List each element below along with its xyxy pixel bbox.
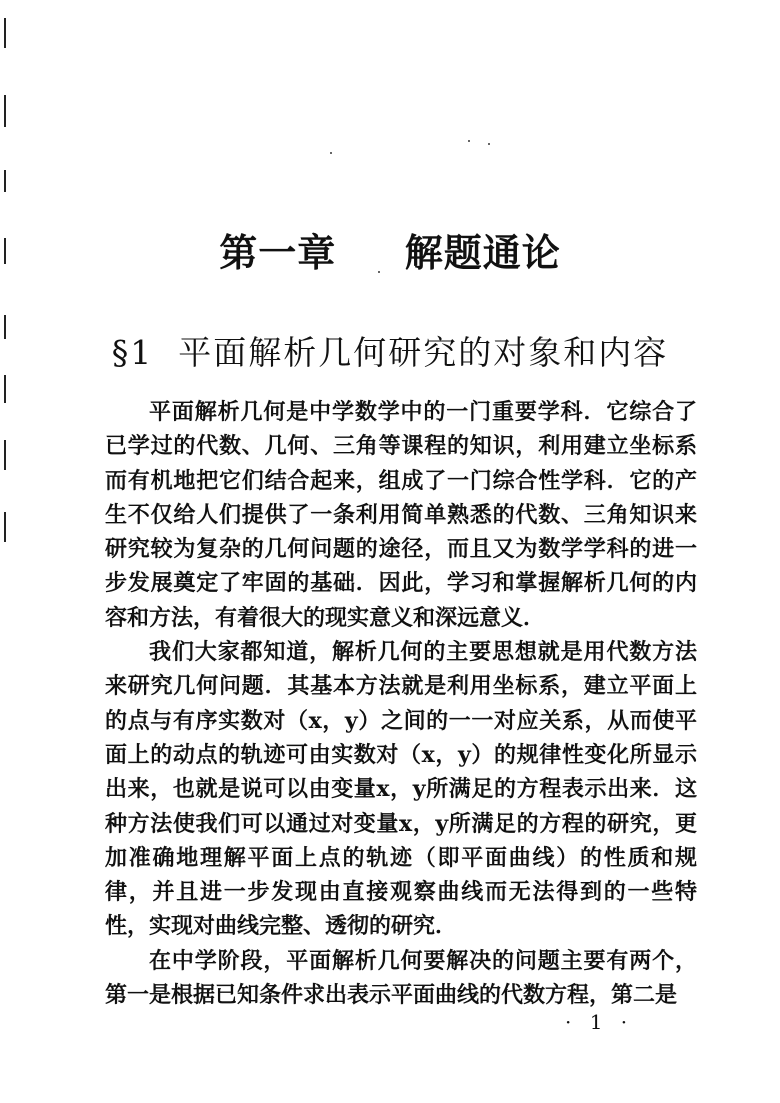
binding-mark	[4, 512, 6, 542]
binding-mark	[4, 375, 6, 403]
page-number: · 1 ·	[565, 1010, 634, 1034]
paragraph: 我们大家都知道，解析几何的主要思想就是用代数方法来研究几何问题．其基本方法就是利用坐标系，建立平面上的点与有序实数对（x，y）之间的一一对应关系，从而使平面上的动点的轨迹可由实数对（x，y）的规律性变化所显示出来，也就是说可以由变量x，y所满足的方程表示出来．这种方法使我们可以通过对变量x，y所满足的方程的研究，更加准确地理解平面上点的轨迹（即平面曲线）的性质和规律，并且进一步发现由直接观察曲线而无法得到的一些特性，实现对曲线完整、透彻的研究．	[105, 639, 697, 940]
scan-speck	[468, 140, 470, 142]
binding-mark	[4, 95, 6, 127]
paragraph: 在中学阶段，平面解析几何要解决的问题主要有两个，第一是根据已知条件求出表示平面曲线的代数方程，第二是	[105, 947, 697, 1009]
section-title: §1 平面解析几何研究的对象和内容	[111, 333, 669, 372]
scan-speck	[488, 143, 490, 145]
paragraph: 平面解析几何是中学数学中的一门重要学科．它综合了已学过的代数、几何、三角等课程的知识，利用建立坐标系而有机地把它们结合起来，组成了一门综合性学科．它的产生不仅给人们提供了一条利用简单熟悉的代数、三角知识来研究较为复杂的几何问题的途径，而且又为数学学科的进一步发展奠定了牢固的基础．因此，学习和掌握解析几何的内容和方法，有着很大的现实意义和深远意义．	[105, 399, 697, 631]
binding-mark	[4, 170, 6, 192]
binding-mark	[4, 440, 6, 470]
chapter-title: 第一章 解题通论	[219, 230, 561, 275]
body-text	[105, 395, 697, 1012]
scan-speck	[330, 152, 332, 154]
binding-mark	[4, 18, 6, 48]
